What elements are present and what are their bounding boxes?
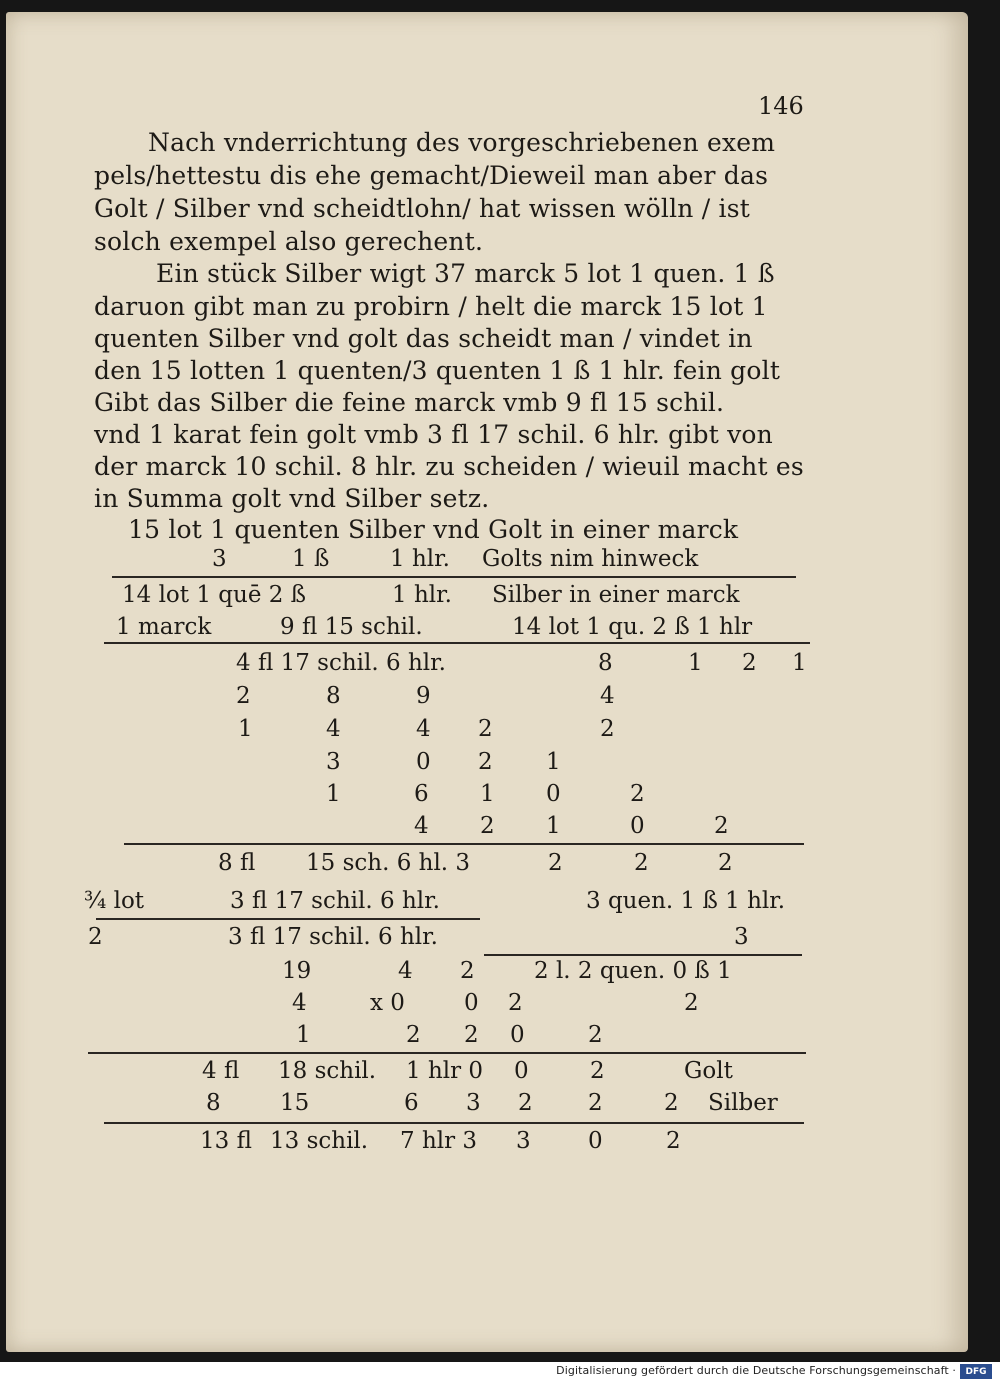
calc-cell: 3 — [466, 1090, 481, 1116]
text-line: den 15 lotten 1 quenten/3 quenten 1 ß 1 hlr. fein golt — [94, 356, 781, 385]
calc-heading: 15 lot 1 quenten Silber vnd Golt in einer marck — [128, 515, 739, 544]
calc-cell: 6 — [404, 1090, 419, 1116]
calc-cell: 1 — [546, 749, 561, 775]
calc-cell: 8 — [206, 1090, 221, 1116]
calc-cell: Golt — [684, 1058, 733, 1084]
rule — [124, 843, 804, 845]
text-line: pels/hettestu dis ehe gemacht/Dieweil man aber das — [94, 161, 769, 190]
calc-cell: Golts nim hinweck — [482, 546, 699, 572]
calc-cell: 4 fl 17 schil. 6 hlr. — [236, 650, 446, 676]
calc-cell: 9 — [416, 683, 431, 709]
calc-cell: 1 — [546, 813, 561, 839]
calc-cell: 4 fl — [202, 1058, 240, 1084]
calc-cell: 4 — [292, 990, 307, 1016]
calc-cell: 3 — [516, 1128, 531, 1154]
calc-cell: 2 — [508, 990, 523, 1016]
calc-cell: 7 hlr 3 — [400, 1128, 478, 1154]
calc-cell: 1 hlr 0 — [406, 1058, 484, 1084]
calc-cell: 2 l. 2 quen. 0 ß 1 — [534, 958, 732, 984]
calc-cell: 2 — [518, 1090, 533, 1116]
calc-cell: 3 — [326, 749, 341, 775]
calc-cell: 1 — [792, 650, 807, 676]
text-line: quenten Silber vnd golt das scheidt man / vindet in — [94, 324, 753, 353]
calc-cell: 15 — [280, 1090, 310, 1116]
calc-cell: 8 — [598, 650, 613, 676]
calc-cell: 1 — [326, 781, 341, 807]
calc-cell: 1 hlr. — [390, 546, 450, 572]
calc-cell: 4 — [600, 683, 615, 709]
calc-cell: 19 — [282, 958, 312, 984]
calc-cell: 0 — [510, 1022, 525, 1048]
calc-cell: 2 — [548, 850, 563, 876]
rule — [88, 1052, 806, 1054]
calc-cell: 2 — [742, 650, 757, 676]
calc-cell: 0 — [514, 1058, 529, 1084]
calc-cell: 4 — [414, 813, 429, 839]
calc-cell: 2 — [684, 990, 699, 1016]
text-line: solch exempel also gerechent. — [94, 227, 484, 256]
calc-cell: 2 — [666, 1128, 681, 1154]
text-line: Golt / Silber vnd scheidtlohn/ hat wissen wölln / ist — [94, 194, 750, 223]
calc-cell: 2 — [600, 716, 615, 742]
calc-cell: 2 — [480, 813, 495, 839]
calc-cell: 6 — [414, 781, 429, 807]
text-line: der marck 10 schil. 8 hlr. zu scheiden / wieuil macht es — [94, 452, 804, 481]
text-line: Nach vnderrichtung des vorgeschriebenen exem — [148, 128, 776, 157]
calc-cell: 15 sch. 6 hl. 3 — [306, 850, 471, 876]
text-line: in Summa golt vnd Silber setz. — [94, 484, 490, 513]
calc-cell: 4 — [416, 716, 431, 742]
calc-cell: 9 fl 15 schil. — [280, 614, 423, 640]
rule — [96, 918, 480, 920]
calc-cell: 18 schil. — [278, 1058, 377, 1084]
calc-cell: 3 quen. 1 ß 1 hlr. — [586, 888, 786, 914]
calc-cell: 3 fl 17 schil. 6 hlr. — [228, 924, 438, 950]
calc-cell: 8 fl — [218, 850, 256, 876]
rule — [112, 576, 796, 578]
calc-cell: 3 — [734, 924, 749, 950]
calc-cell: 1 — [480, 781, 495, 807]
calc-cell: 2 — [460, 958, 475, 984]
text-line: Gibt das Silber die feine marck vmb 9 fl 15 schil. — [94, 388, 725, 417]
calc-cell: 2 — [714, 813, 729, 839]
calc-cell: 0 — [630, 813, 645, 839]
calc-cell: x 0 — [370, 990, 405, 1016]
calc-cell: 4 — [398, 958, 413, 984]
calc-cell: 3 — [212, 546, 227, 572]
calc-cell: 2 — [634, 850, 649, 876]
calc-cell: Silber — [708, 1090, 778, 1116]
calc-cell: 2 — [464, 1022, 479, 1048]
calc-cell: 1 — [296, 1022, 311, 1048]
calc-cell: 1 hlr. — [392, 582, 452, 608]
calc-cell: 4 — [326, 716, 341, 742]
calc-cell: 14 lot 1 qu. 2 ß 1 hlr — [512, 614, 753, 640]
calc-cell: 0 — [464, 990, 479, 1016]
rule — [104, 642, 810, 644]
calc-cell: 14 lot 1 quē 2 ß — [122, 582, 307, 608]
calc-cell: 2 — [588, 1022, 603, 1048]
calc-cell: 2 — [588, 1090, 603, 1116]
calc-cell: 0 — [588, 1128, 603, 1154]
calc-cell: 1 — [688, 650, 703, 676]
calc-cell: 2 — [478, 749, 493, 775]
calc-cell: 2 — [718, 850, 733, 876]
rule — [104, 1122, 804, 1124]
calc-cell: 0 — [416, 749, 431, 775]
calc-cell: 1 marck — [116, 614, 212, 640]
calc-cell: 3 fl 17 schil. 6 hlr. — [230, 888, 440, 914]
calc-cell: 0 — [546, 781, 561, 807]
calc-cell: 2 — [590, 1058, 605, 1084]
text-line: Ein stück Silber wigt 37 marck 5 lot 1 quen. 1 ß — [156, 259, 775, 288]
page-number: 146 — [758, 92, 804, 120]
calc-cell: 2 — [478, 716, 493, 742]
calc-cell: 1 — [238, 716, 253, 742]
calc-cell: 1 ß — [292, 546, 330, 572]
funding-credit: Digitalisierung gefördert durch die Deutsche Forschungsgemeinschaft · — [556, 1364, 956, 1377]
calc-cell: 2 — [236, 683, 251, 709]
dfg-logo: DFG — [960, 1364, 992, 1379]
calc-cell: 2 — [664, 1090, 679, 1116]
rule — [484, 954, 802, 956]
calc-cell: 2 — [406, 1022, 421, 1048]
calc-cell: 8 — [326, 683, 341, 709]
text-line: daruon gibt man zu probirn / helt die marck 15 lot 1 — [94, 292, 768, 321]
calc-cell: 13 fl — [200, 1128, 252, 1154]
calc-cell: 2 — [630, 781, 645, 807]
calc-cell: 13 schil. — [270, 1128, 369, 1154]
calc-cell: 2 — [88, 924, 103, 950]
calc-cell: ¾ lot — [84, 888, 145, 914]
calc-cell: Silber in einer marck — [492, 582, 740, 608]
text-line: vnd 1 karat fein golt vmb 3 fl 17 schil. 6 hlr. gibt von — [94, 420, 773, 449]
